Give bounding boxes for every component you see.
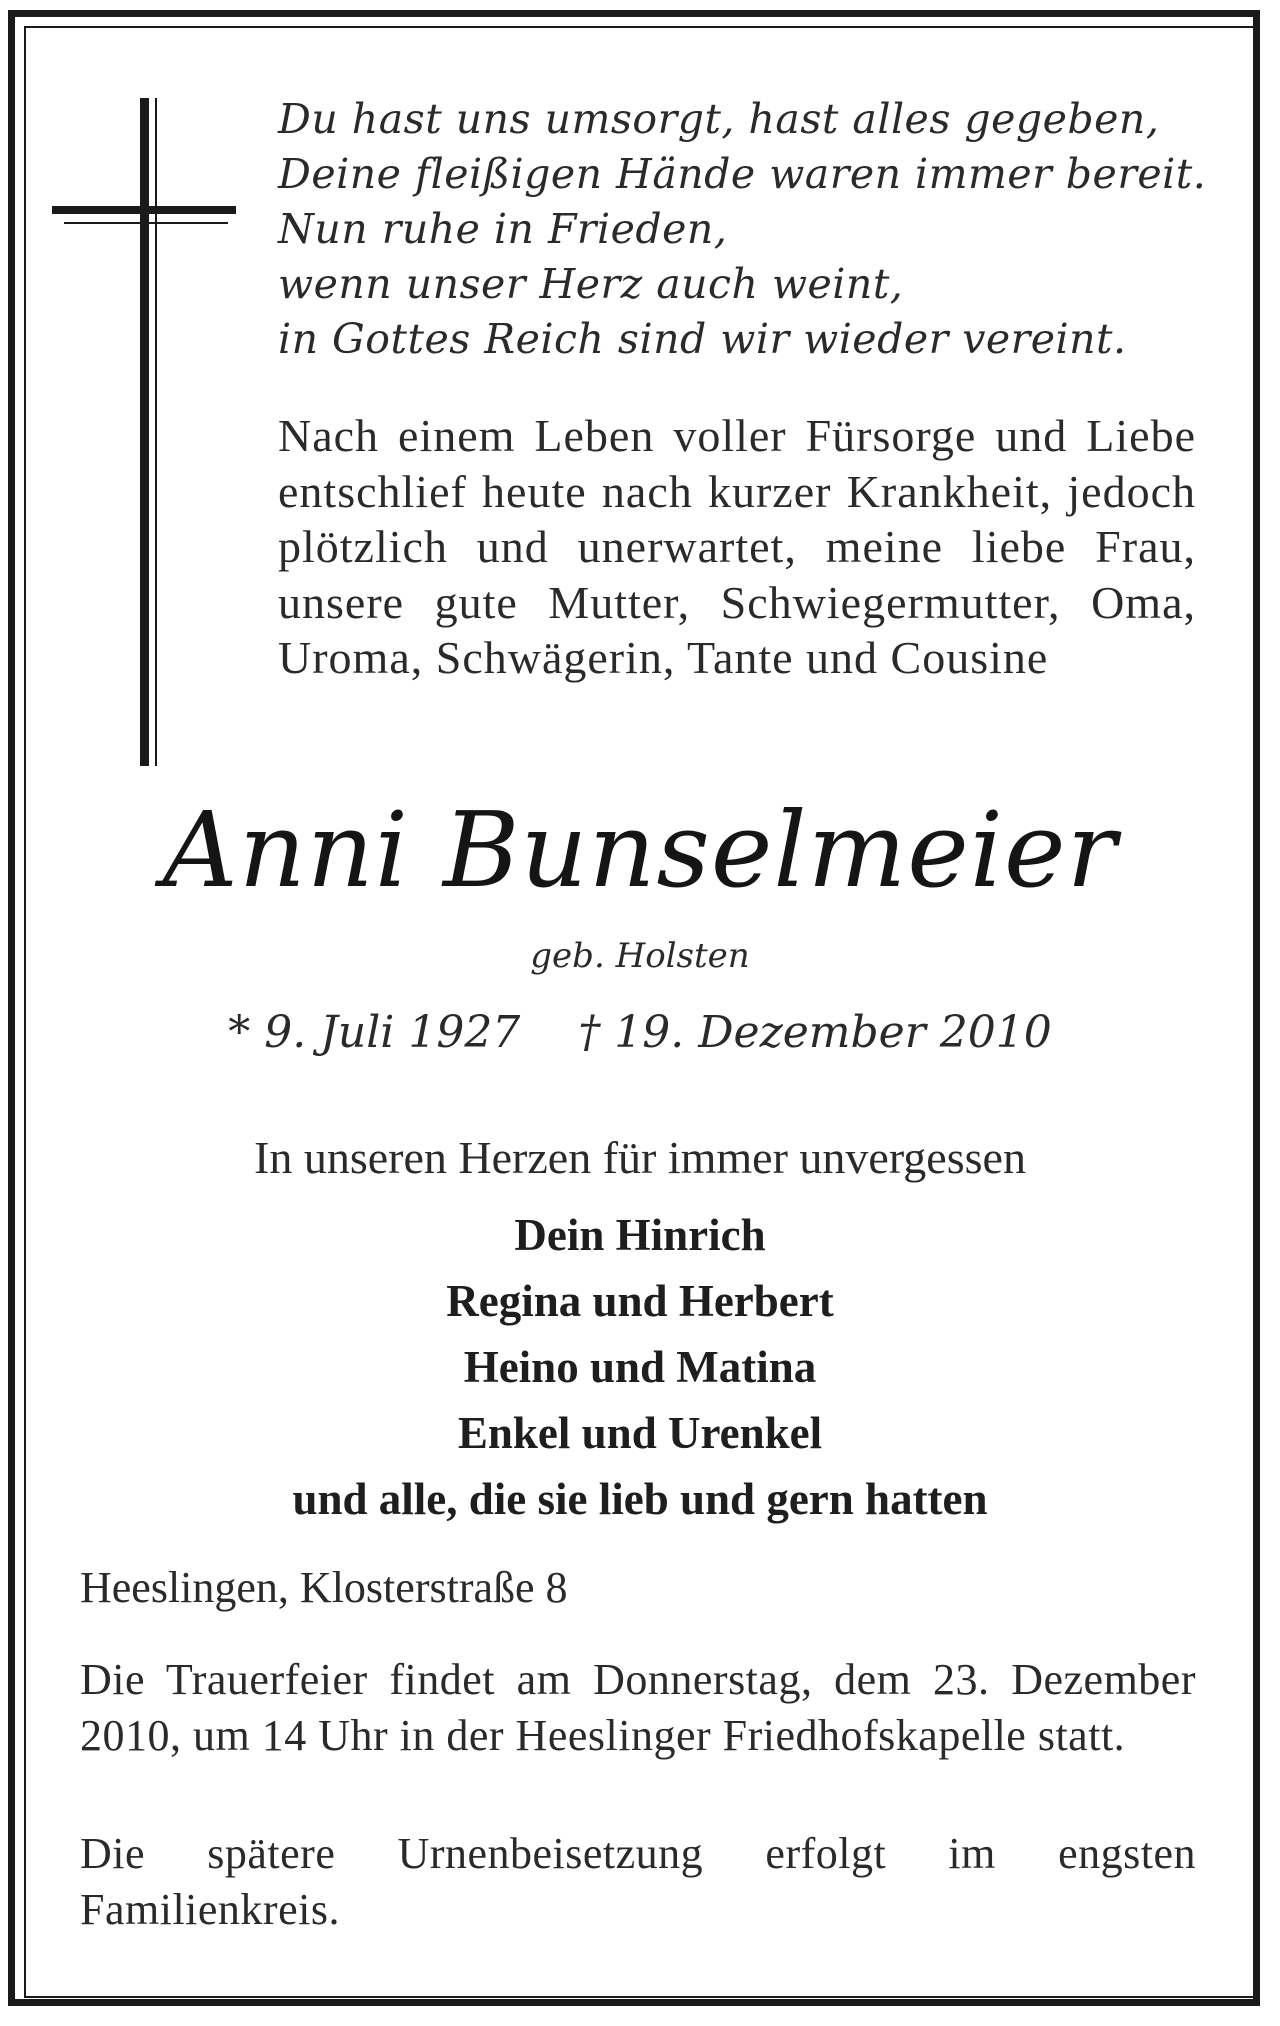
mourner-line: Dein Hinrich xyxy=(514,1210,766,1260)
poem-line: Nun ruhe in Frieden, xyxy=(278,205,728,253)
poem-line: wenn unser Herz auch weint, xyxy=(278,260,904,308)
funeral-service-notice: Die Trauerfeier findet am Donnerstag, dem 23. Dezember 2010, um 14 Uhr in der Heeslinger Friedhofskapelle statt. xyxy=(80,1655,1196,1760)
poem-line: Du hast uns umsorgt, hast alles gegeben, xyxy=(278,95,1160,143)
deceased-name: Anni Bunselmeier xyxy=(162,789,1118,911)
birth-date: * 9. Juli 1927 xyxy=(228,1007,521,1058)
mourners-list xyxy=(0,1202,1280,1532)
life-dates xyxy=(0,1005,1280,1061)
mourner-line: und alle, die sie lieb und gern hatten xyxy=(292,1474,988,1524)
burial-notice: Die spätere Urnenbeisetzung erfolgt im engsten Familienkreis. xyxy=(80,1829,1196,1934)
death-date: † 19. Dezember 2010 xyxy=(578,1007,1052,1058)
intro-paragraph: Nach einem Leben voller Fürsorge und Liebe entschlief heute nach kurzer Krankheit, jedoch plötzlich und unerwartet, meine liebe Frau, unsere gute Mutter, Schwiegermutter, Oma, Uroma, Schwägerin, Tante und Cousine xyxy=(278,410,1196,683)
address: Heeslingen, Klosterstraße 8 xyxy=(80,1563,568,1612)
poem-line: in Gottes Reich sind wir wieder vereint. xyxy=(278,315,1127,363)
poem-verse xyxy=(278,92,1218,367)
mourner-line: Enkel und Urenkel xyxy=(457,1408,823,1458)
poem-line: Deine fleißigen Hände waren immer bereit. xyxy=(278,150,1207,198)
mourner-line: Regina und Herbert xyxy=(446,1276,834,1326)
mourner-line: Heino und Matina xyxy=(463,1342,817,1392)
maiden-name: geb. Holsten xyxy=(530,936,750,976)
remembrance-line: In unseren Herzen für immer unvergessen xyxy=(254,1132,1026,1183)
cross-icon xyxy=(52,98,236,766)
